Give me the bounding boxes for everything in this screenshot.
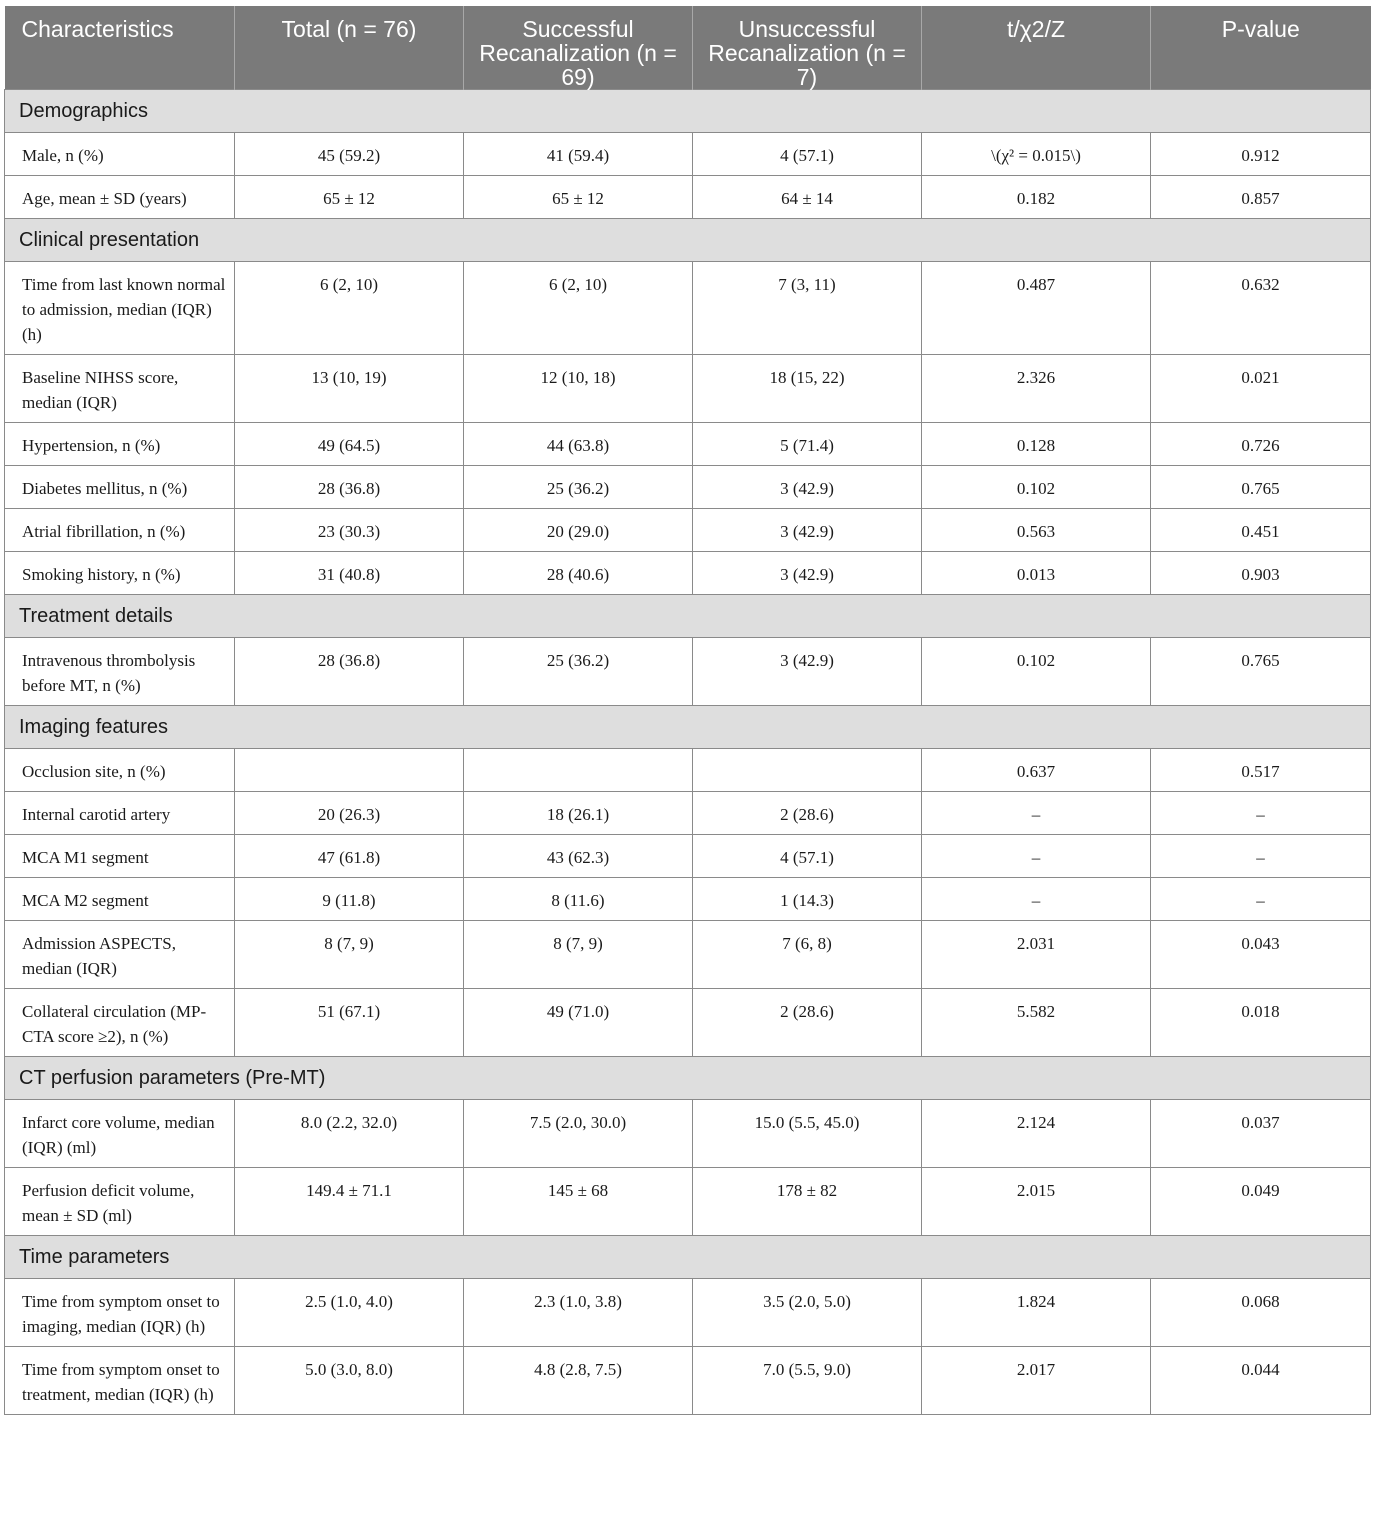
- cell-pvalue: 0.765: [1151, 638, 1371, 706]
- table-row: [5, 989, 1371, 1057]
- cell-pvalue: 0.049: [1151, 1168, 1371, 1236]
- cell-total: 31 (40.8): [235, 552, 464, 595]
- table-row: [5, 878, 1371, 921]
- cell-successful: 7.5 (2.0, 30.0): [464, 1100, 693, 1168]
- cell-characteristic: Admission ASPECTS, median (IQR): [5, 921, 235, 989]
- table-header-row: [5, 6, 1371, 90]
- cell-total: 2.5 (1.0, 4.0): [235, 1279, 464, 1347]
- cell-statistic: 0.182: [922, 176, 1151, 219]
- cell-characteristic: Atrial fibrillation, n (%): [5, 509, 235, 552]
- cell-statistic: 2.326: [922, 355, 1151, 423]
- characteristics-table: [4, 6, 1371, 1415]
- cell-statistic: 0.128: [922, 423, 1151, 466]
- cell-statistic: 0.637: [922, 749, 1151, 792]
- table-row: [5, 423, 1371, 466]
- cell-pvalue: 0.517: [1151, 749, 1371, 792]
- cell-characteristic: Perfusion deficit volume, mean ± SD (ml): [5, 1168, 235, 1236]
- cell-unsuccessful: 7 (6, 8): [693, 921, 922, 989]
- cell-statistic: –: [922, 835, 1151, 878]
- cell-unsuccessful: 178 ± 82: [693, 1168, 922, 1236]
- cell-pvalue: 0.068: [1151, 1279, 1371, 1347]
- cell-total: 8 (7, 9): [235, 921, 464, 989]
- cell-total: 49 (64.5): [235, 423, 464, 466]
- section-row: [5, 595, 1371, 638]
- cell-unsuccessful: 4 (57.1): [693, 133, 922, 176]
- cell-successful: 2.3 (1.0, 3.8): [464, 1279, 693, 1347]
- section-title: Clinical presentation: [5, 219, 1371, 262]
- header-total: Total (n = 76): [235, 6, 464, 90]
- cell-successful: 25 (36.2): [464, 466, 693, 509]
- cell-characteristic: Baseline NIHSS score, median (IQR): [5, 355, 235, 423]
- cell-statistic: 0.487: [922, 262, 1151, 355]
- cell-pvalue: 0.857: [1151, 176, 1371, 219]
- table-row: [5, 1279, 1371, 1347]
- cell-statistic: 5.582: [922, 989, 1151, 1057]
- table-body: [5, 90, 1371, 1415]
- cell-characteristic: MCA M2 segment: [5, 878, 235, 921]
- cell-statistic: 0.563: [922, 509, 1151, 552]
- cell-unsuccessful: 3.5 (2.0, 5.0): [693, 1279, 922, 1347]
- cell-successful: 65 ± 12: [464, 176, 693, 219]
- table-row: [5, 1347, 1371, 1415]
- cell-successful: 43 (62.3): [464, 835, 693, 878]
- cell-statistic: –: [922, 792, 1151, 835]
- cell-total: 6 (2, 10): [235, 262, 464, 355]
- cell-total: 20 (26.3): [235, 792, 464, 835]
- cell-total: 5.0 (3.0, 8.0): [235, 1347, 464, 1415]
- cell-statistic: –: [922, 878, 1151, 921]
- header-successful: Successful Recanalization (n = 69): [464, 6, 693, 90]
- cell-unsuccessful: 7.0 (5.5, 9.0): [693, 1347, 922, 1415]
- cell-unsuccessful: 64 ± 14: [693, 176, 922, 219]
- cell-total: 149.4 ± 71.1: [235, 1168, 464, 1236]
- cell-characteristic: Smoking history, n (%): [5, 552, 235, 595]
- cell-total: 65 ± 12: [235, 176, 464, 219]
- cell-pvalue: 0.765: [1151, 466, 1371, 509]
- cell-pvalue: 0.018: [1151, 989, 1371, 1057]
- cell-characteristic: Infarct core volume, median (IQR) (ml): [5, 1100, 235, 1168]
- table-row: [5, 792, 1371, 835]
- table-row: [5, 1168, 1371, 1236]
- cell-total: 9 (11.8): [235, 878, 464, 921]
- cell-statistic: 0.102: [922, 638, 1151, 706]
- cell-successful: 6 (2, 10): [464, 262, 693, 355]
- cell-total: 51 (67.1): [235, 989, 464, 1057]
- cell-pvalue: –: [1151, 835, 1371, 878]
- cell-successful: 28 (40.6): [464, 552, 693, 595]
- cell-unsuccessful: 3 (42.9): [693, 552, 922, 595]
- cell-total: 13 (10, 19): [235, 355, 464, 423]
- cell-total: 28 (36.8): [235, 638, 464, 706]
- table-row: [5, 921, 1371, 989]
- cell-pvalue: –: [1151, 792, 1371, 835]
- cell-statistic: \(χ² = 0.015\): [922, 133, 1151, 176]
- cell-unsuccessful: 3 (42.9): [693, 466, 922, 509]
- cell-pvalue: 0.021: [1151, 355, 1371, 423]
- table-row: [5, 355, 1371, 423]
- cell-unsuccessful: 2 (28.6): [693, 792, 922, 835]
- cell-characteristic: Hypertension, n (%): [5, 423, 235, 466]
- cell-successful: 145 ± 68: [464, 1168, 693, 1236]
- cell-total: 8.0 (2.2, 32.0): [235, 1100, 464, 1168]
- cell-successful: 12 (10, 18): [464, 355, 693, 423]
- cell-statistic: 2.015: [922, 1168, 1151, 1236]
- cell-characteristic: Time from last known normal to admission, median (IQR) (h): [5, 262, 235, 355]
- cell-characteristic: Time from symptom onset to treatment, median (IQR) (h): [5, 1347, 235, 1415]
- cell-total: 47 (61.8): [235, 835, 464, 878]
- cell-statistic: 2.124: [922, 1100, 1151, 1168]
- table-row: [5, 749, 1371, 792]
- section-row: [5, 1057, 1371, 1100]
- cell-successful: 18 (26.1): [464, 792, 693, 835]
- cell-statistic: 0.013: [922, 552, 1151, 595]
- cell-statistic: 1.824: [922, 1279, 1151, 1347]
- cell-characteristic: Age, mean ± SD (years): [5, 176, 235, 219]
- header-statistic: t/χ2/Z: [922, 6, 1151, 90]
- table-row: [5, 509, 1371, 552]
- table-row: [5, 552, 1371, 595]
- cell-unsuccessful: 4 (57.1): [693, 835, 922, 878]
- cell-characteristic: Time from symptom onset to imaging, median (IQR) (h): [5, 1279, 235, 1347]
- cell-characteristic: MCA M1 segment: [5, 835, 235, 878]
- cell-pvalue: 0.043: [1151, 921, 1371, 989]
- cell-characteristic: Occlusion site, n (%): [5, 749, 235, 792]
- cell-statistic: 2.017: [922, 1347, 1151, 1415]
- cell-pvalue: –: [1151, 878, 1371, 921]
- cell-successful: 4.8 (2.8, 7.5): [464, 1347, 693, 1415]
- cell-statistic: 2.031: [922, 921, 1151, 989]
- cell-pvalue: 0.044: [1151, 1347, 1371, 1415]
- table-row: [5, 638, 1371, 706]
- cell-unsuccessful: 5 (71.4): [693, 423, 922, 466]
- section-title: CT perfusion parameters (Pre-MT): [5, 1057, 1371, 1100]
- cell-pvalue: 0.632: [1151, 262, 1371, 355]
- cell-characteristic: Collateral circulation (MP-CTA score ≥2), n (%): [5, 989, 235, 1057]
- table-row: [5, 176, 1371, 219]
- cell-pvalue: 0.451: [1151, 509, 1371, 552]
- section-row: [5, 706, 1371, 749]
- section-title: Treatment details: [5, 595, 1371, 638]
- cell-successful: 44 (63.8): [464, 423, 693, 466]
- section-row: [5, 90, 1371, 133]
- table-row: [5, 262, 1371, 355]
- cell-pvalue: 0.912: [1151, 133, 1371, 176]
- cell-total: [235, 749, 464, 792]
- table-row: [5, 835, 1371, 878]
- cell-characteristic: Internal carotid artery: [5, 792, 235, 835]
- cell-successful: 25 (36.2): [464, 638, 693, 706]
- table-row: [5, 1100, 1371, 1168]
- section-title: Imaging features: [5, 706, 1371, 749]
- cell-characteristic: Diabetes mellitus, n (%): [5, 466, 235, 509]
- cell-unsuccessful: 1 (14.3): [693, 878, 922, 921]
- cell-successful: [464, 749, 693, 792]
- section-row: [5, 219, 1371, 262]
- cell-total: 23 (30.3): [235, 509, 464, 552]
- cell-characteristic: Male, n (%): [5, 133, 235, 176]
- cell-unsuccessful: 3 (42.9): [693, 509, 922, 552]
- header-pvalue: P-value: [1151, 6, 1371, 90]
- cell-successful: 8 (7, 9): [464, 921, 693, 989]
- cell-pvalue: 0.903: [1151, 552, 1371, 595]
- cell-unsuccessful: [693, 749, 922, 792]
- cell-unsuccessful: 2 (28.6): [693, 989, 922, 1057]
- header-unsuccessful: Unsuccessful Recanalization (n = 7): [693, 6, 922, 90]
- cell-statistic: 0.102: [922, 466, 1151, 509]
- table-row: [5, 466, 1371, 509]
- header-characteristics: Characteristics: [5, 6, 235, 90]
- cell-characteristic: Intravenous thrombolysis before MT, n (%): [5, 638, 235, 706]
- cell-unsuccessful: 15.0 (5.5, 45.0): [693, 1100, 922, 1168]
- cell-unsuccessful: 3 (42.9): [693, 638, 922, 706]
- cell-successful: 8 (11.6): [464, 878, 693, 921]
- table-row: [5, 133, 1371, 176]
- cell-total: 45 (59.2): [235, 133, 464, 176]
- cell-unsuccessful: 18 (15, 22): [693, 355, 922, 423]
- cell-total: 28 (36.8): [235, 466, 464, 509]
- cell-successful: 20 (29.0): [464, 509, 693, 552]
- cell-successful: 41 (59.4): [464, 133, 693, 176]
- cell-unsuccessful: 7 (3, 11): [693, 262, 922, 355]
- section-title: Demographics: [5, 90, 1371, 133]
- section-title: Time parameters: [5, 1236, 1371, 1279]
- cell-pvalue: 0.726: [1151, 423, 1371, 466]
- cell-successful: 49 (71.0): [464, 989, 693, 1057]
- section-row: [5, 1236, 1371, 1279]
- cell-pvalue: 0.037: [1151, 1100, 1371, 1168]
